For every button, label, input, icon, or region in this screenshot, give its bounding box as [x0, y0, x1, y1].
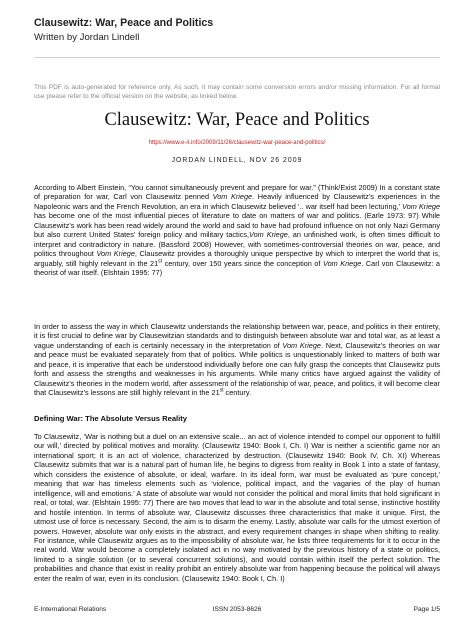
italic-title: Vom Kriege: [322, 258, 362, 268]
section-heading: Defining War: The Absolute Versus Reality: [34, 414, 188, 423]
paragraph-1: [34, 183, 440, 278]
text-run: century.: [223, 388, 251, 398]
footer-page-number: Page 1/5: [413, 606, 440, 613]
text-run: has become one of the most influential pieces of literature to date on matters of war and politics. (Earle 1973: 97) While Clausewitz’s work has been read widely around the world and said to have had profound influence on not only Nazi Germany but also current United States’ foreign policy and military tactics,: [34, 211, 440, 240]
text-run: According to Albert Einstein, “You cannot simultaneously prevent and prepare for war.” (Think/Exist 2009) In a constant state of preparation for war, Carl von Clausewitz penned: [34, 183, 440, 202]
italic-title: Vom Kriege: [282, 340, 321, 350]
text-run: In order to assess the way in which Clausewitz understands the relationship between war, peace, and politics in their entirety, it is first crucial to define war by Clausewitzian standards and to distinguish between absolute war and total war, as at least a vague understanding of each is certainly necessary in the interpretation of: [34, 322, 440, 350]
text-run: . Next, Clausewitz’s theories on war and peace must be evaluated separately from that of politics. While politics is unquestionably linked to matters of both war and peace, it is imperative that each be understood individually before one can fully grasp the concepts that Clausewitz puts forth and assess the strengths and weaknesses in his arguments. While many critics have argued against the validity of Clausewitz’s theories in the modern world, after assessment of the relationship of war, peace, and politics, it will become clear that Clausewitz’s lessons are still highly relevant in the 21: [34, 340, 441, 398]
header-title: Clausewitz: War, Peace and Politics: [34, 17, 214, 29]
text-run: . Heavily influenced by Clausewitz’s experiences in the Napoleonic wars and the French Revolution, an era in which Clausewitz believed ‘.. war itself had been lecturing,’: [34, 192, 440, 211]
article-byline: JORDAN LINDELL, NOV 26 2009: [171, 157, 303, 164]
paragraph-3: [34, 432, 440, 583]
text-run: . Carl von Clausewitz: a theorist of war itself. (Elshtain 1995: 77): [34, 258, 440, 278]
disclaimer-text: This PDF is auto-generated for reference only. As such, it may contain some conversion errors and/or missing information. For all formal use please refer to the official version on the website, as linked below.: [34, 84, 440, 100]
ordinal-suffix: st: [219, 387, 224, 394]
text-run: , Clausewitz provides a thoroughly unique perspective by which to interpret the world that is, arguably, still highly relevant in the 21: [34, 249, 440, 268]
article-title: Clausewitz: War, Peace and Politics: [104, 110, 370, 130]
source-link[interactable]: https://www.e-ir.info/2009/11/26/clausewitz-war-peace-and-politics/: [148, 140, 326, 146]
paragraph-2: [34, 322, 440, 398]
text-run: century, over 150 years since the conception of: [162, 258, 323, 268]
header-author: Written by Jordan Lindell: [34, 32, 140, 43]
footer-publisher: E-International Relations: [34, 606, 107, 613]
italic-title: Vom Kriege: [212, 192, 253, 202]
italic-title: Vom Kriege: [96, 249, 135, 259]
header-divider: [34, 57, 440, 58]
text-run: , an unfinished work, is often times difficult to interpret and contradictory in nature. (Bassford 2008) However, with sometimes-controversial theories on war, peace, and politics throughout: [34, 230, 440, 259]
ordinal-suffix: st: [158, 258, 163, 265]
italic-title: Vom Kriege: [249, 230, 288, 240]
footer-issn: ISSN 2053-8626: [212, 606, 262, 613]
text-run: To Clausewitz, ‘War is nothing but a duel on an extensive scale... an act of violence intended to compel our opponent to fulfill our will,’ directed by political motives and morality. (Clausewitz 1940: Book I, Ch. I) War is neither a scientific game nor an international sport; it is an act of violence, characterized by destruction. (Clausewitz 1940: Book IV, Ch. XI) Whereas Clausewitz submits that war is a natural part of human life, he begins to digress from reality in Book 1 into a state of fantasy, which considers the existence of absolute, or ideal, warfare. In its ideal form, war must be evaluated as ‘pure concept,’ meaning that war has timeless elements such as ‘violence, political impact, and the vagaries of the play of human intelligence, will and emotions.’ A state of absolute war would not consider the political and moral limits that hold significant in real, or total, war. (Elshtain 1995: 77) There are two moves that lead to war in the absolute and total sense, instinctive hostility and hostile intention. In terms of absolute war, Clausewitz discusses three characteristics that make it unique. First, the utmost use of force is necessary. Second, the aim is to disarm the enemy. Lastly, absolute war calls for the utmost exertion of powers. However, absolute war only exists in the abstract, and every requirement changes in shape when shifting to reality. For instance, while Clausewitz argues as to the impossibility of absolute war, he lists three requirements for it to occur in the real world. War would become a completely isolated act in no way motivated by the previous history of a state or politics, limited to a single solution (or to several concurrent solutions), and would contain within itself the perfect solution. The probabilities and chance that exist in reality prohibit an entirely absolute war from happening because the political will always enter the realm of war, even in its conclusion. (Clausewitz 1940: Book I, Ch. I): [34, 432, 440, 583]
italic-title: Vom Kriege: [402, 201, 440, 211]
